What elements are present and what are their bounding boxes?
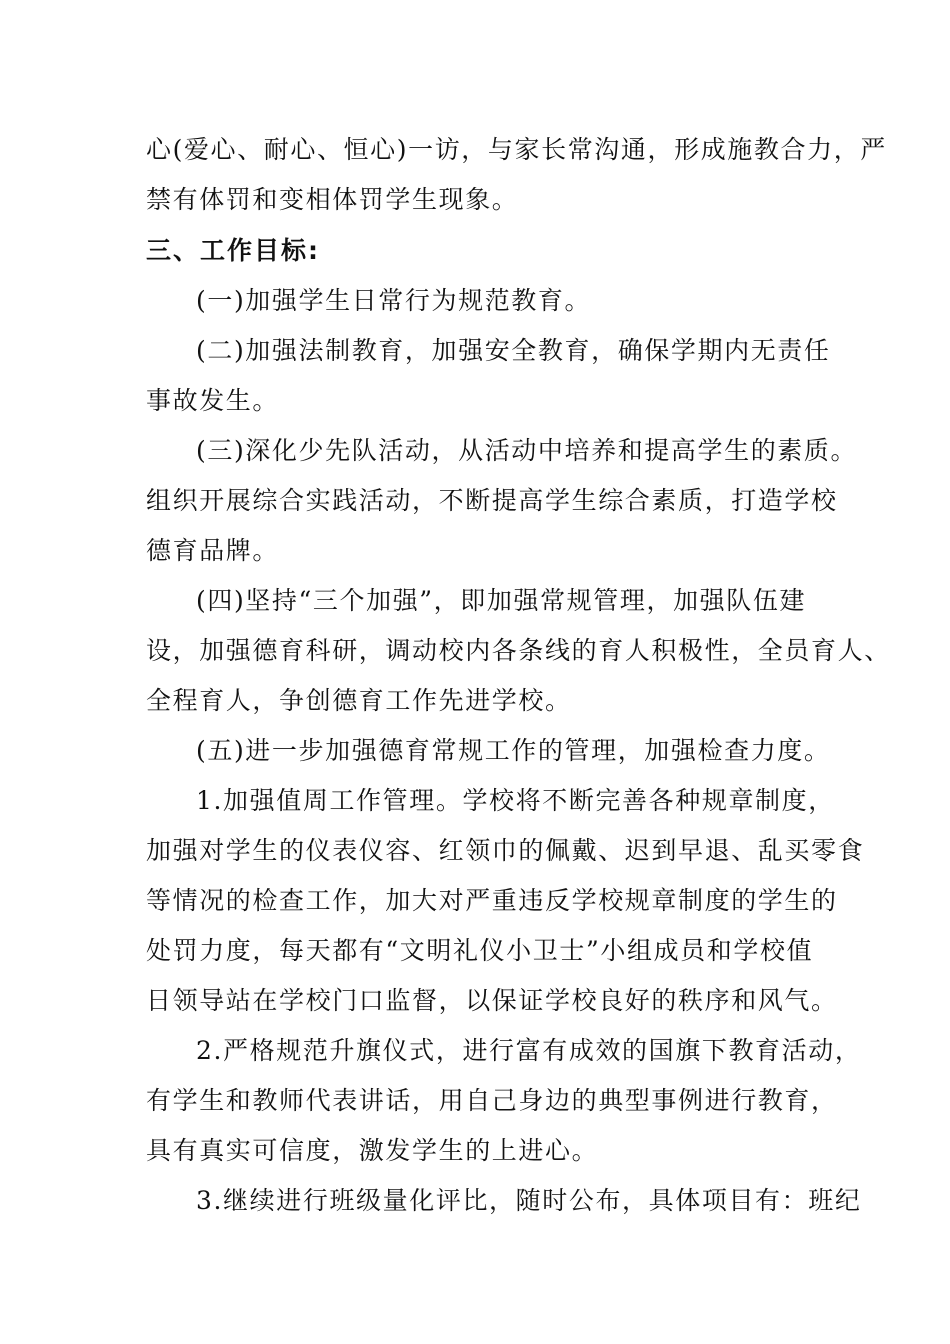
paragraph-line: (一)加强学生日常行为规范教育。 [196,286,592,315]
section-heading: 三、工作目标: [146,236,320,265]
paragraph-line: 有学生和教师代表讲话，用自己身边的典型事例进行教育， [146,1086,838,1115]
paragraph-line: 德育品牌。 [146,536,280,565]
paragraph-line: (二)加强法制教育，加强安全教育，确保学期内无责任 [196,336,831,365]
paragraph-line: 3.继续进行班级量化评比，随时公布，具体项目有：班纪 [196,1186,862,1215]
paragraph-line: 日领导站在学校门口监督，以保证学校良好的秩序和风气。 [146,986,838,1015]
paragraph-line: (五)进一步加强德育常规工作的管理，加强检查力度。 [196,736,831,765]
paragraph-line: 禁有体罚和变相体罚学生现象。 [146,185,519,214]
paragraph-line: 心(爱心、耐心、恒心)一访，与家长常沟通，形成施教合力，严 [146,135,887,164]
paragraph-line: 2.严格规范升旗仪式，进行富有成效的国旗下教育活动， [196,1036,862,1065]
paragraph-line: 处罚力度，每天都有“文明礼仪小卫士”小组成员和学校值 [146,936,814,965]
paragraph-line: 全程育人，争创德育工作先进学校。 [146,686,572,715]
paragraph-line: 加强对学生的仪表仪容、红领巾的佩戴、迟到早退、乱买零食 [146,836,865,865]
paragraph-line: 组织开展综合实践活动，不断提高学生综合素质，打造学校 [146,486,838,515]
paragraph-line: 1.加强值周工作管理。学校将不断完善各种规章制度， [196,786,835,815]
paragraph-line: 设，加强德育科研，调动校内各条线的育人积极性，全员育人、 [146,636,891,665]
paragraph-line: 等情况的检查工作，加大对严重违反学校规章制度的学生的 [146,886,838,915]
paragraph-line: (三)深化少先队活动，从活动中培养和提高学生的素质。 [196,436,858,465]
paragraph-line: (四)坚持“三个加强”，即加强常规管理，加强队伍建 [196,586,807,615]
paragraph-line: 事故发生。 [146,386,280,415]
paragraph-line: 具有真实可信度，激发学生的上进心。 [146,1136,599,1165]
